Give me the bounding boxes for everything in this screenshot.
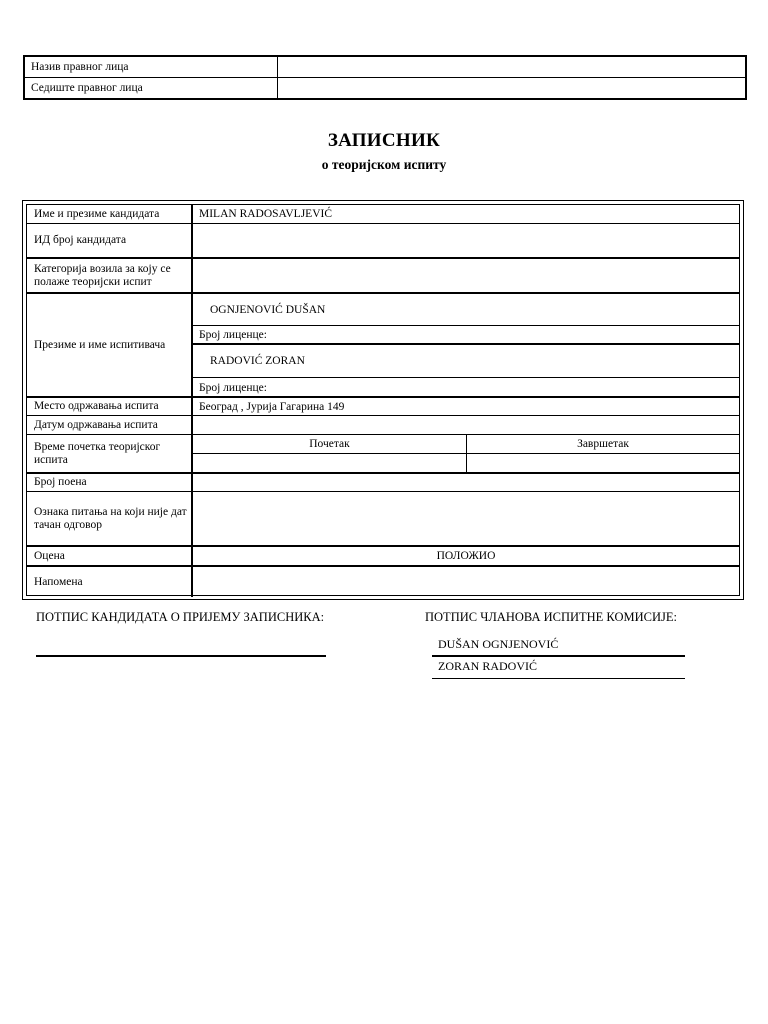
examiner-2-license-row: [193, 378, 739, 397]
date-row: [27, 416, 739, 435]
commission-member-1: DUŠAN OGNJENOVIĆ: [438, 637, 559, 651]
category-label: Категорија возила за коју се полаже теоријски испит: [27, 259, 193, 292]
candidate-id-row: [27, 224, 739, 259]
examiner-1-name-row: [193, 294, 739, 326]
entity-name-label: Назив правног лица: [25, 57, 278, 77]
time-end-field[interactable]: [467, 454, 739, 473]
points-row: [27, 473, 739, 492]
exam-record-form: [22, 200, 744, 600]
wrong-answers-field[interactable]: [193, 492, 739, 545]
examiner-1-name[interactable]: OGNJENOVIĆ DUŠAN: [210, 303, 326, 316]
examiner-1-license-row: [193, 326, 739, 345]
time-start-field[interactable]: [193, 454, 467, 473]
entity-seat-row: [25, 77, 745, 98]
form-inner-frame: [26, 204, 740, 596]
examiner-2-name-row: [193, 345, 739, 378]
commission-signature-label: ПОТПИС ЧЛАНОВА ИСПИТНЕ КОМИСИЈЕ:: [425, 610, 677, 624]
document-subtitle: о теоријском испиту: [321, 157, 447, 172]
points-label: Број поена: [27, 474, 193, 491]
time-end-header: Завршетак: [577, 438, 629, 450]
category-row: [27, 259, 739, 294]
wrong-answers-label: Ознака питања на који није дат тачан одговор: [27, 492, 193, 545]
note-label: Напомена: [27, 567, 193, 597]
date-label: Датум одржавања испита: [27, 416, 193, 434]
entity-seat-label: Седиште правног лица: [25, 78, 278, 98]
grade-field[interactable]: ПОЛОЖИО: [436, 550, 496, 562]
document-title: ЗАПИСНИК: [327, 130, 441, 151]
time-header-row: [193, 435, 739, 454]
candidate-id-field[interactable]: [193, 224, 739, 257]
examiner-2-license-label: Број лиценце:: [199, 381, 267, 394]
note-row: [27, 567, 739, 597]
commission-member-2: ZORAN RADOVIĆ: [438, 659, 537, 673]
location-row: [27, 397, 739, 416]
candidate-id-label: ИД број кандидата: [27, 224, 193, 257]
grade-label: Оцена: [27, 547, 193, 565]
candidate-name-label: Име и презиме кандидата: [27, 205, 193, 223]
examiners-row: [27, 294, 739, 397]
commission-signature-line-1[interactable]: [432, 655, 685, 657]
candidate-name-row: [27, 205, 739, 224]
examiners-label: Презиме и име испитивача: [27, 294, 193, 396]
entity-seat-field[interactable]: [278, 78, 745, 98]
category-field[interactable]: [193, 259, 739, 292]
grade-row: [27, 547, 739, 567]
points-field[interactable]: [193, 474, 739, 491]
entity-name-field[interactable]: [278, 57, 745, 77]
examiner-2-name[interactable]: RADOVIĆ ZORAN: [210, 355, 305, 367]
examiner-1-license-label: Број лиценце:: [199, 328, 267, 341]
location-field[interactable]: Београд , Јурија Гагарина 149: [199, 400, 345, 413]
candidate-signature-label: ПОТПИС КАНДИДАТА О ПРИЈЕМУ ЗАПИСНИКА:: [36, 610, 325, 624]
entity-name-row: [25, 57, 745, 77]
time-value-row: [193, 454, 739, 473]
time-label: Време почетка теоријског испита: [27, 435, 193, 472]
time-row: [27, 435, 739, 473]
time-start-header: Почетак: [193, 435, 467, 453]
commission-signature-line-2[interactable]: [432, 678, 685, 679]
date-field[interactable]: [193, 416, 739, 434]
legal-entity-table: [23, 55, 747, 100]
note-field[interactable]: [193, 567, 739, 597]
candidate-signature-line[interactable]: [36, 655, 326, 657]
candidate-name-field[interactable]: MILAN RADOSAVLJEVIĆ: [199, 208, 333, 220]
location-label: Место одржавања испита: [27, 398, 193, 415]
wrong-answers-row: [27, 492, 739, 547]
